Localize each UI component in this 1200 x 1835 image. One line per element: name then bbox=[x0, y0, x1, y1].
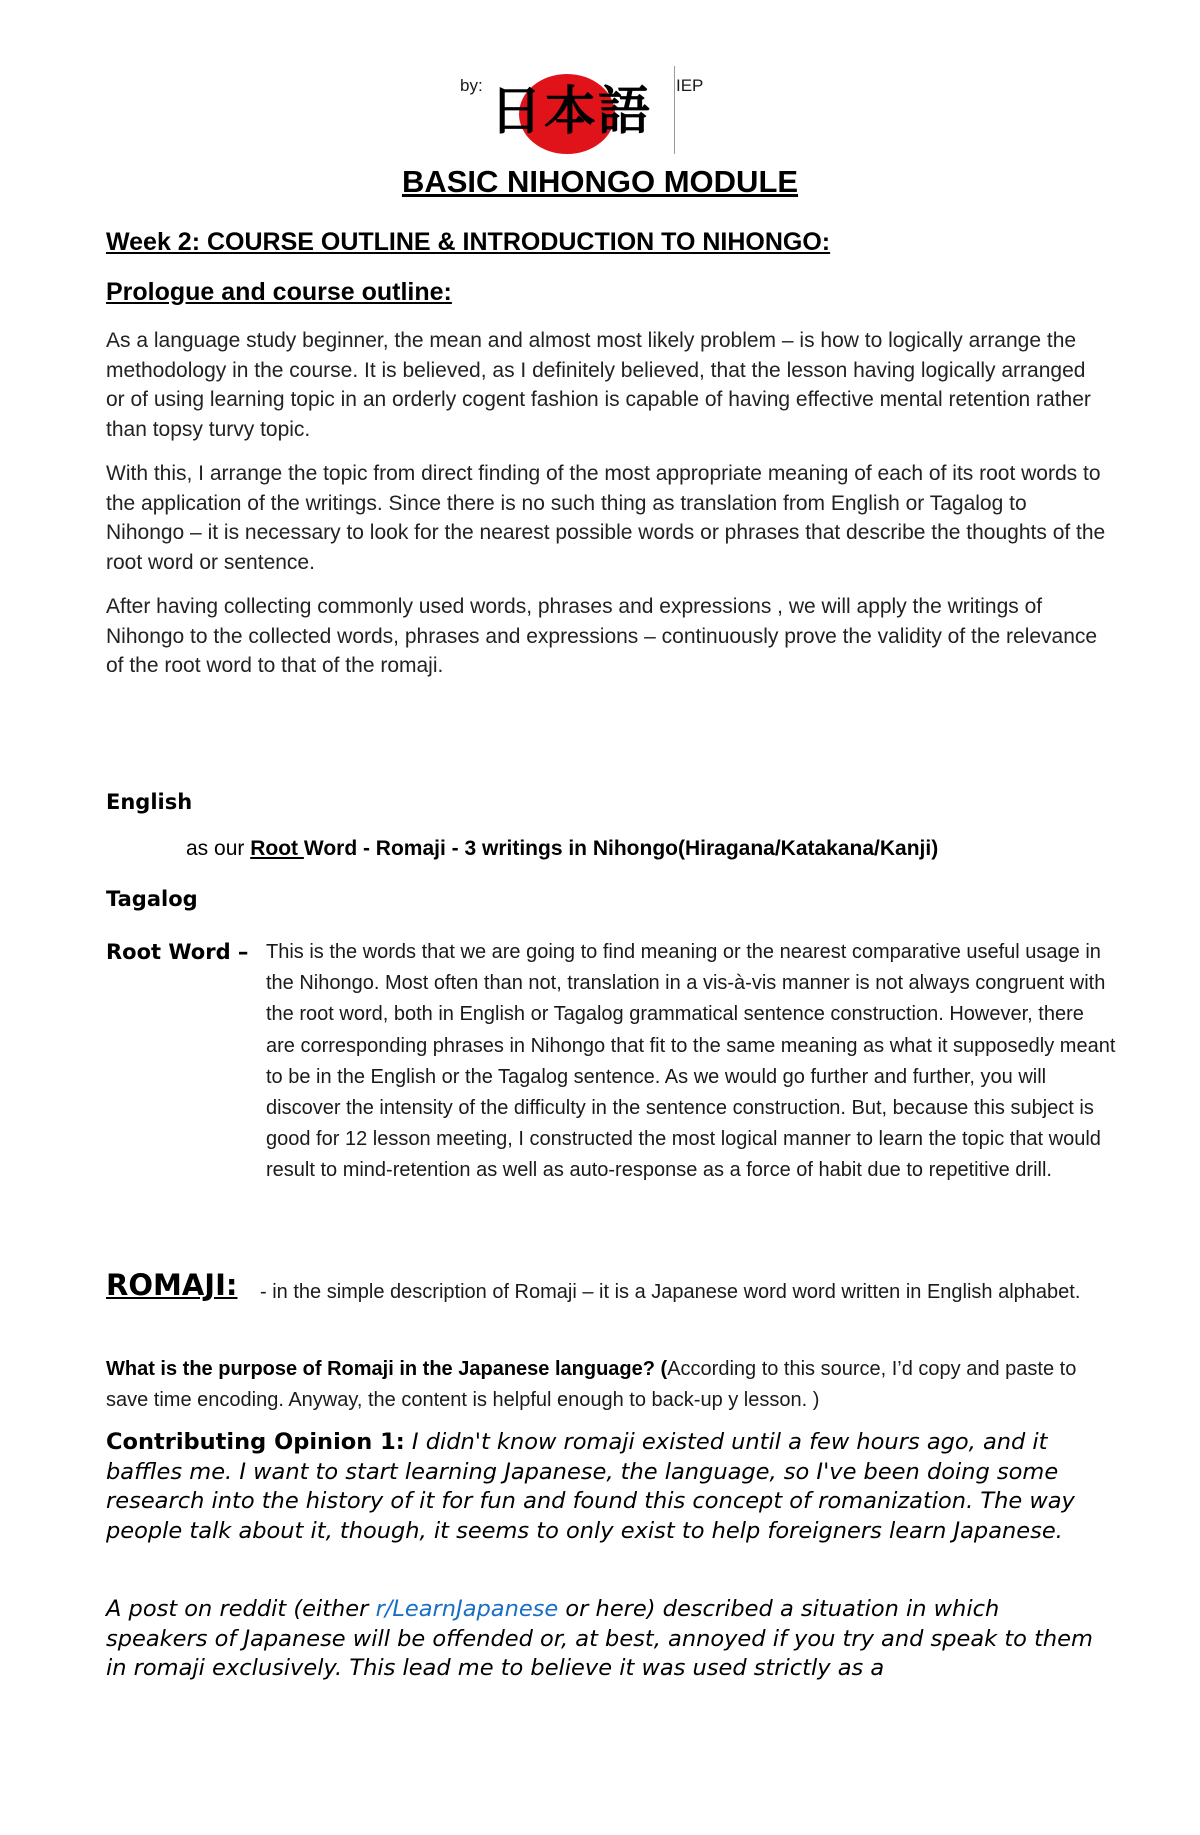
as-our-text: as our bbox=[186, 837, 245, 860]
root-word-label: Root Word – bbox=[106, 940, 249, 964]
learnjapanese-link[interactable]: r/LearnJapanese bbox=[375, 1596, 559, 1622]
nihongo-logo: 日本語 bbox=[490, 81, 653, 142]
english-label: English bbox=[106, 790, 193, 814]
romaji-description: - in the simple description of Romaji – it is a Japanese word word written in English alphabet. bbox=[260, 1281, 1081, 1303]
purpose-note: According to this source, I’d copy and paste to save time encoding. Anyway, the content is helpful enough to back-up y lesson. ) bbox=[106, 1358, 1077, 1411]
prologue-heading: Prologue and course outline: bbox=[106, 278, 452, 306]
opinion-paragraph-2 bbox=[106, 1595, 1106, 1684]
opinion-text-1: I didn't know romaji existed until a few hours ago, and it baffles me. I want to start learning Japanese, the language, so I've been doing some research into the history of it for fun and found this concept of romanization. The way people talk about it, though, it seems to only exist to help foreigners learn Japanese. bbox=[106, 1429, 1075, 1544]
paragraph-1: As a language study beginner, the mean and almost most likely problem – is how to logically arrange the methodology in the course. It is believed, as I definitely believed, that the lesson having logically arranged or of using learning topic in an orderly cogent fashion is capable of having effective mental retention rather than topsy turvy topic. bbox=[106, 329, 1091, 441]
romaji-label: ROMAJI: bbox=[106, 1268, 238, 1302]
opinion-paragraph-1 bbox=[106, 1428, 1106, 1546]
opinion-text-2-before: A post on reddit (either bbox=[106, 1596, 376, 1622]
purpose-question: What is the purpose of Romaji in the Japanese language? ( bbox=[106, 1358, 668, 1380]
week-heading: Week 2: COURSE OUTLINE & INTRODUCTION TO NIHONGO: bbox=[106, 228, 831, 256]
romaji-purpose bbox=[106, 1354, 1106, 1416]
paragraph-2: With this, I arrange the topic from direct finding of the most appropriate meaning of each of its root words to the application of the writings. Since there is no such thing as translation from English or Tagalog to Nihongo – it is necessary to look for the nearest possible words or phrases that describe the thoughts of the root word or sentence. bbox=[106, 462, 1106, 574]
tagalog-label: Tagalog bbox=[106, 887, 198, 911]
by-label: by: bbox=[460, 76, 483, 95]
root-underlined-text: Root bbox=[250, 837, 304, 860]
opinion-text-2-after: or here) described a situation in which speakers of Japanese will be offended or, at best, annoyed if you try and speak to them in romaji exclusively. This lead me to believe it was used strictly as a bbox=[106, 1596, 1093, 1681]
document-title: BASIC NIHONGO MODULE bbox=[401, 164, 799, 199]
writings-text: Word - Romaji - 3 writings in Nihongo(Hiragana/Katakana/Kanji) bbox=[303, 837, 939, 860]
paragraph-3: After having collecting commonly used words, phrases and expressions , we will apply the writings of Nihongo to the collected words, phrases and expressions – continuously prove the validity of the relevance of the root word to that of the romaji. bbox=[106, 595, 1098, 677]
root-word-description: This is the words that we are going to find meaning or the nearest comparative useful usage in the Nihongo. Most often than not, translation in a vis-à-vis manner is not always congruent with the root word, both in English or Tagalog grammatical sentence construction. However, there are corresponding phrases in Nihongo that fit to the same meaning as what it supposedly meant to be in the English or the Tagalog sentence. As we would go further and further, you will discover the intensity of the difficulty in the sentence construction. But, because this subject is good for 12 lesson meeting, I constructed the most logical manner to learn the topic that would result to mind-retention as well as auto-response as a force of habit due to repetitive drill. bbox=[266, 941, 1116, 1182]
opinion-label: Contributing Opinion 1: bbox=[106, 1429, 405, 1455]
root-word-line bbox=[186, 837, 938, 861]
author-suffix: IEP bbox=[676, 76, 704, 95]
